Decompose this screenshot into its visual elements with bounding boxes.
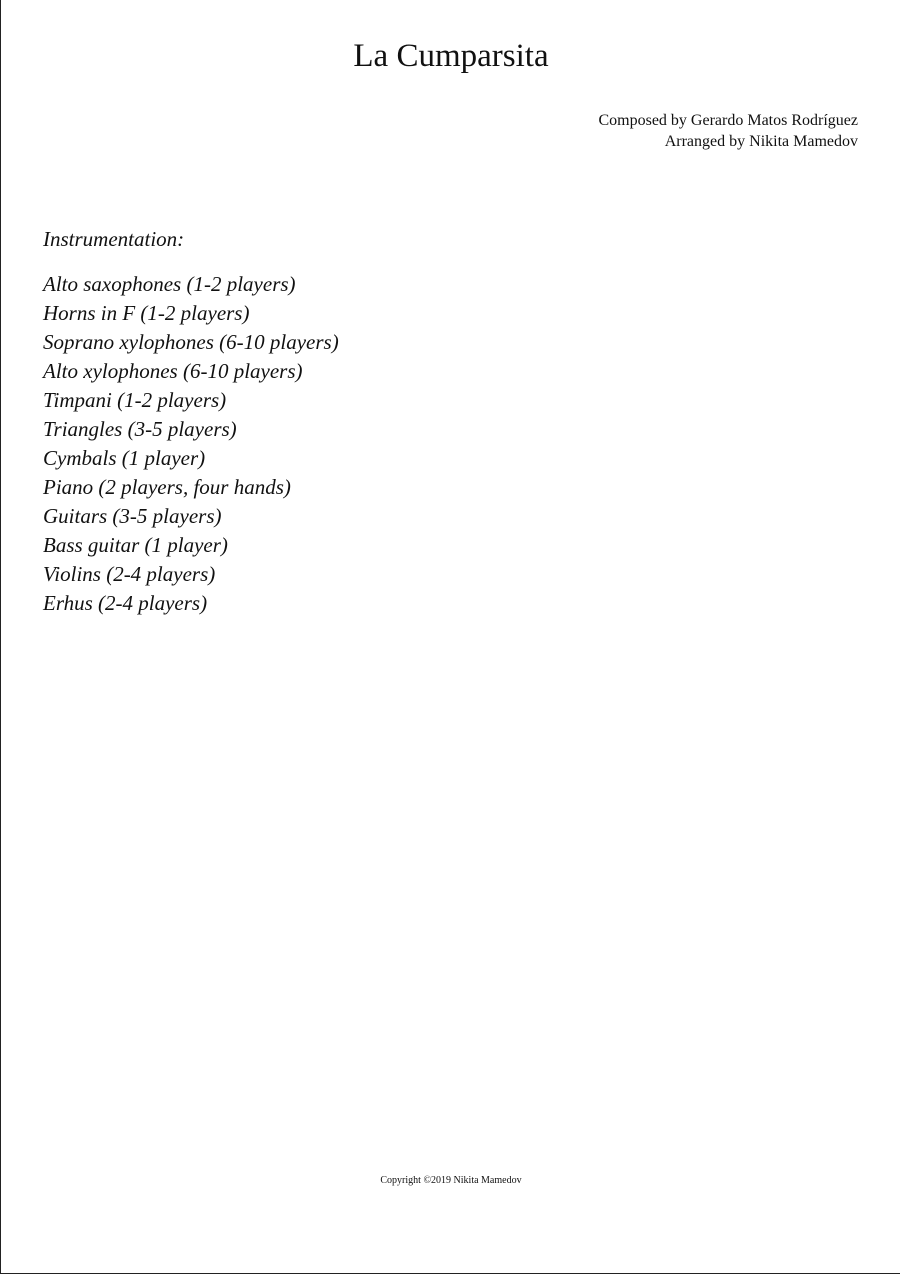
instrument-item: Erhus (2-4 players) bbox=[43, 591, 208, 615]
instrument-item: Alto saxophones (1-2 players) bbox=[43, 272, 296, 296]
instrument-item: Bass guitar (1 player) bbox=[43, 533, 228, 557]
instrument-item: Alto xylophones (6-10 players) bbox=[43, 359, 303, 383]
instrumentation-list bbox=[43, 270, 339, 618]
instrument-item: Violins (2-4 players) bbox=[43, 562, 216, 586]
composer-credit: Composed by Gerardo Matos Rodríguez bbox=[598, 112, 858, 129]
instrument-item: Soprano xylophones (6-10 players) bbox=[43, 330, 339, 354]
instrument-item: Timpani (1-2 players) bbox=[43, 388, 227, 412]
arranger-credit: Arranged by Nikita Mamedov bbox=[664, 133, 858, 150]
copyright-notice: Copyright ©2019 Nikita Mamedov bbox=[380, 1175, 522, 1186]
credits-block bbox=[598, 110, 858, 152]
instrument-item: Triangles (3-5 players) bbox=[43, 417, 237, 441]
instrument-item: Guitars (3-5 players) bbox=[43, 504, 222, 528]
instrument-item: Horns in F (1-2 players) bbox=[43, 301, 250, 325]
instrument-item: Cymbals (1 player) bbox=[43, 446, 206, 470]
page-title: La Cumparsita bbox=[353, 38, 549, 74]
instrument-item: Piano (2 players, four hands) bbox=[43, 475, 291, 499]
instrumentation-heading: Instrumentation: bbox=[43, 227, 185, 251]
